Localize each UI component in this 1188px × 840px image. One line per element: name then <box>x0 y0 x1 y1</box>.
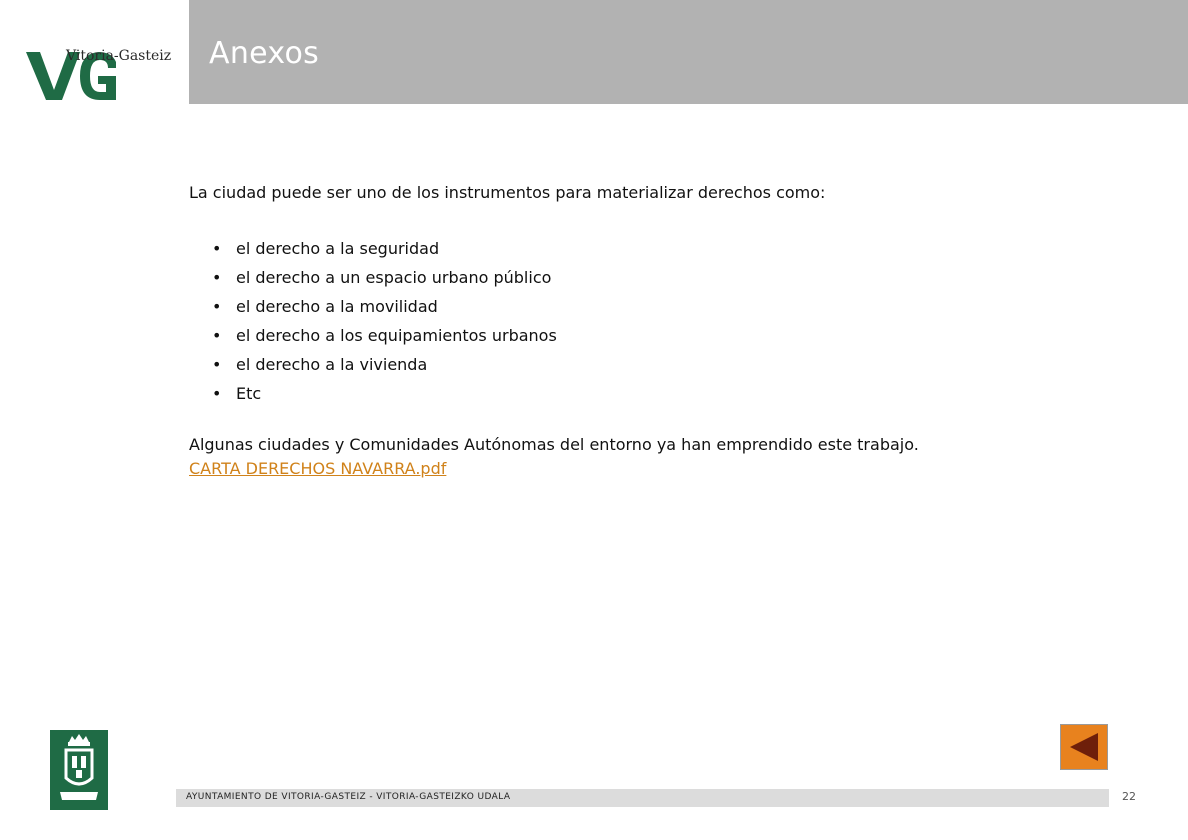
footer-bar <box>176 789 1109 807</box>
bullet-icon: • <box>212 384 222 403</box>
bullet-icon: • <box>212 297 222 316</box>
list-item-text: el derecho a un espacio urbano público <box>236 268 552 287</box>
closing-text: Algunas ciudades y Comunidades Autónomas del entorno ya han emprendido este trabajo. <box>189 435 919 454</box>
list-item <box>189 292 1105 321</box>
list-item <box>189 379 1105 408</box>
bullet-icon: • <box>212 239 222 258</box>
slide-content <box>189 178 1105 481</box>
list-item <box>189 234 1105 263</box>
coat-of-arms-icon <box>50 730 108 810</box>
list-item <box>189 263 1105 292</box>
carta-derechos-link[interactable]: CARTA DERECHOS NAVARRA.pdf <box>189 459 447 478</box>
list-item-text: el derecho a la seguridad <box>236 239 440 258</box>
list-item-text: Etc <box>236 384 262 403</box>
page-number: 22 <box>1122 790 1136 803</box>
back-arrow-icon <box>1066 731 1102 763</box>
footer-organization: AYUNTAMIENTO DE VITORIA-GASTEIZ - VITORIA-GASTEIZKO UDALA <box>186 792 511 802</box>
list-item-text: el derecho a la vivienda <box>236 355 428 374</box>
list-item-text: el derecho a los equipamientos urbanos <box>236 326 557 345</box>
list-item <box>189 321 1105 350</box>
bullet-icon: • <box>212 268 222 287</box>
logo-text: Vitoria-Gasteiz <box>66 48 172 64</box>
vitoria-gasteiz-logo <box>24 38 172 104</box>
page-title: Anexos <box>209 36 320 71</box>
bullet-icon: • <box>212 326 222 345</box>
list-item-text: el derecho a la movilidad <box>236 297 438 316</box>
rights-list <box>189 234 1105 408</box>
back-button[interactable] <box>1060 724 1108 770</box>
list-item <box>189 350 1105 379</box>
title-bar <box>189 0 1188 104</box>
bullet-icon: • <box>212 355 222 374</box>
intro-text: La ciudad puede ser uno de los instrumentos para materializar derechos como: <box>189 183 826 202</box>
closing-paragraph <box>189 433 1105 481</box>
